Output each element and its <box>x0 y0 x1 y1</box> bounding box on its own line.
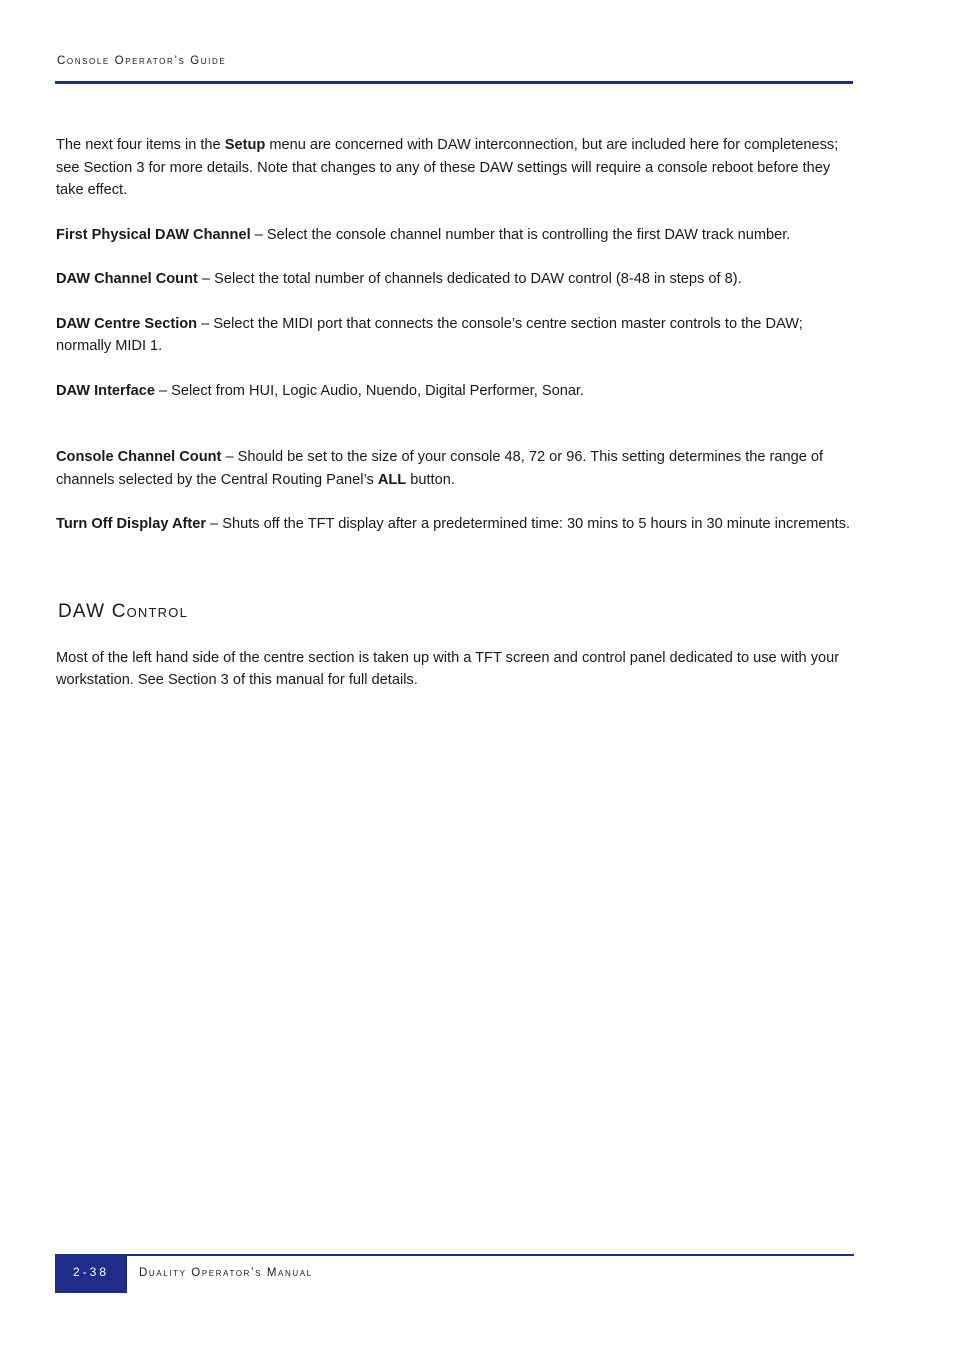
page-number-badge: 2-38 <box>55 1256 127 1293</box>
item-text-end: button. <box>406 471 455 488</box>
item-text: – Select the total number of channels dedicated to DAW control (8-48 in steps of 8). <box>197 271 742 287</box>
intro-text-before: The next four items in the <box>56 137 225 153</box>
header-rule <box>55 81 853 84</box>
item-daw-channel-count <box>56 268 856 291</box>
item-turn-off-display-after <box>56 513 856 536</box>
page-content <box>56 134 856 692</box>
section-heading-daw-control: DAW Control <box>58 600 188 622</box>
intro-bold-setup: Setup <box>224 137 266 153</box>
item-term: DAW Interface <box>56 382 155 399</box>
item-bold-all: ALL <box>377 471 407 488</box>
item-first-physical-daw-channel <box>56 224 856 247</box>
running-head-title: Console Operator’s Guide <box>57 55 227 67</box>
item-console-channel-count <box>56 446 856 491</box>
item-text: – Should be set to the size of your console 48, 72 or 96. This setting determines the range of channels selected by the Central Routing Panel’s <box>56 449 824 488</box>
item-term: Console Channel Count <box>56 449 222 465</box>
item-term: DAW Channel Count <box>56 271 198 287</box>
item-text: – Select the MIDI port that connects the console’s centre section master controls to the DAW; normally MIDI 1. <box>56 315 803 354</box>
item-text: – Shuts off the TFT display after a predetermined time: 30 mins to 5 hours in 30 minute increments. <box>206 516 851 532</box>
footer-manual-title: Duality Operator’s Manual <box>139 1267 313 1279</box>
daw-control-paragraph: Most of the left hand side of the centre section is taken up with a TFT screen and control panel dedicated to use with your workstation. See Section 3 of this manual for full details. <box>56 649 840 688</box>
item-term: Turn Off Display After <box>56 516 206 532</box>
item-term: First Physical DAW Channel <box>56 226 251 243</box>
item-text: – Select the console channel number that is controlling the first DAW track number. <box>250 226 791 243</box>
item-text: – Select from HUI, Logic Audio, Nuendo, Digital Performer, Sonar. <box>154 382 585 399</box>
item-daw-interface <box>56 380 856 403</box>
intro-text-after: menu are concerned with DAW interconnection, but are included here for completeness; see Section 3 for more details. Note that changes to any of these DAW settings will require a console reboot before they take effect. <box>56 137 839 198</box>
intro-paragraph <box>56 134 856 202</box>
item-daw-centre-section <box>56 313 856 358</box>
item-term: DAW Centre Section <box>56 315 198 332</box>
footer-rule <box>55 1254 854 1256</box>
